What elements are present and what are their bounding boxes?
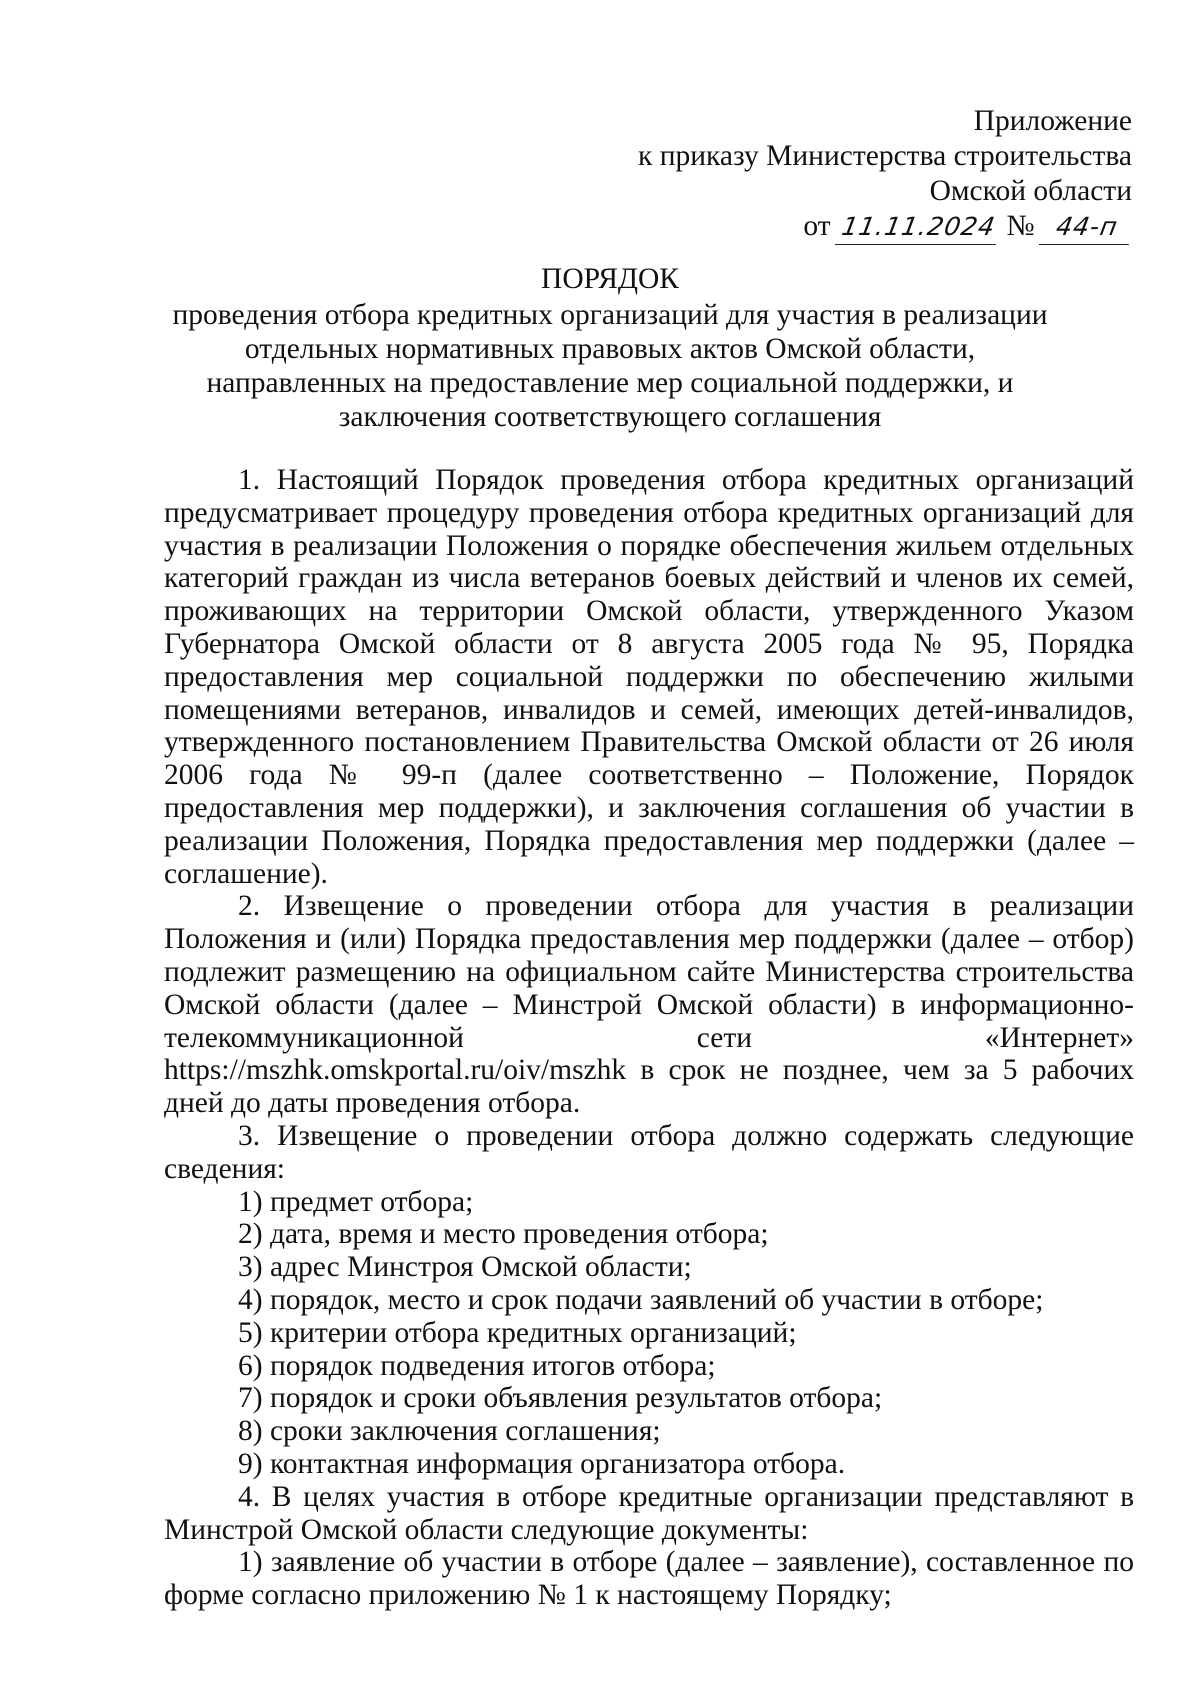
- list-item: 8) сроки заключения соглашения;: [238, 1415, 661, 1448]
- title-subtitle: проведения отбора кредитных организаций для участия в реализации отдельных нормативных правовых актов Омской области, направленных на предоставление мер социальной поддержки, и заключения соответствующего соглашения: [172, 299, 1048, 433]
- handwritten-date: 11.11.2024: [835, 209, 1002, 245]
- title-main: ПОРЯДОК: [541, 263, 679, 295]
- number-label: №: [1006, 210, 1035, 242]
- paragraph-1: 1. Настоящий Порядок проведения отбора кредитных организаций предусматривает процедуру проведения отбора кредитных организаций для участия в реализации Положения о порядке обеспечения жильем отдельных категорий граждан из числа ветеранов боевых действий и членов их семей, проживающих на территории Омской области, утвержденного Указом Губернатора Омской области от 8 августа 2005 года № 95, Порядка предоставления мер социальной поддержки по обеспечению жилыми помещениями ветеранов, инвалидов и семей, имеющих детей-инвалидов, утвержденного постановлением Правительства Омской области от 26 июля 2006 года № 99-п (далее соответственно – Положение, Порядок предоставления мер поддержки), и заключения соглашения об участии в реализации Положения, Порядка предоставления мер поддержки (далее – соглашение).: [164, 464, 1134, 890]
- order-reference: к приказу Министерства строительства: [638, 140, 1132, 172]
- list-item: 6) порядок подведения итогов отбора;: [238, 1349, 716, 1382]
- list-item: 4) порядок, место и срок подачи заявлений об участии в отборе;: [238, 1283, 1044, 1316]
- appendix-label: Приложение: [973, 105, 1132, 137]
- from-label: от: [803, 210, 831, 242]
- document-body: [164, 464, 1134, 1612]
- paragraph-4: 4. В целях участия в отборе кредитные организации представляют в Минстрой Омской области следующие документы:: [164, 1480, 1134, 1546]
- paragraph-3: 3. Извещение о проведении отбора должно содержать следующие сведения:: [164, 1119, 1134, 1185]
- list-item: 9) контактная информация организатора отбора.: [238, 1447, 846, 1480]
- order-date-number-line: [638, 209, 1132, 245]
- list-item: 1) заявление об участии в отборе (далее – заявление), составленное по форме согласно приложению № 1 к настоящему Порядку;: [164, 1546, 1134, 1612]
- region-name: Омской области: [929, 175, 1132, 207]
- document-title: [160, 262, 1060, 434]
- list-item: 3) адрес Минстроя Омской области;: [238, 1251, 692, 1284]
- list-item: 1) предмет отбора;: [238, 1185, 474, 1218]
- list-item: 2) дата, время и место проведения отбора;: [238, 1218, 769, 1251]
- appendix-header: [638, 104, 1132, 245]
- list-item: 5) критерии отбора кредитных организаций;: [238, 1316, 797, 1349]
- paragraph-2: 2. Извещение о проведении отбора для участия в реализации Положения и (или) Порядка предоставления мер поддержки (далее – отбор) подлежит размещению на официальном сайте Министерства строительства Омской области (далее – Минстрой Омской области) в информационно-телекоммуникационной сети «Интернет» https://mszhk.omskportal.ru/oiv/mszhk в срок не позднее, чем за 5 рабочих дней до даты проведения отбора.: [164, 890, 1134, 1120]
- handwritten-number: 44-п: [1039, 209, 1135, 245]
- list-item: 7) порядок и сроки объявления результатов отбора;: [238, 1382, 883, 1415]
